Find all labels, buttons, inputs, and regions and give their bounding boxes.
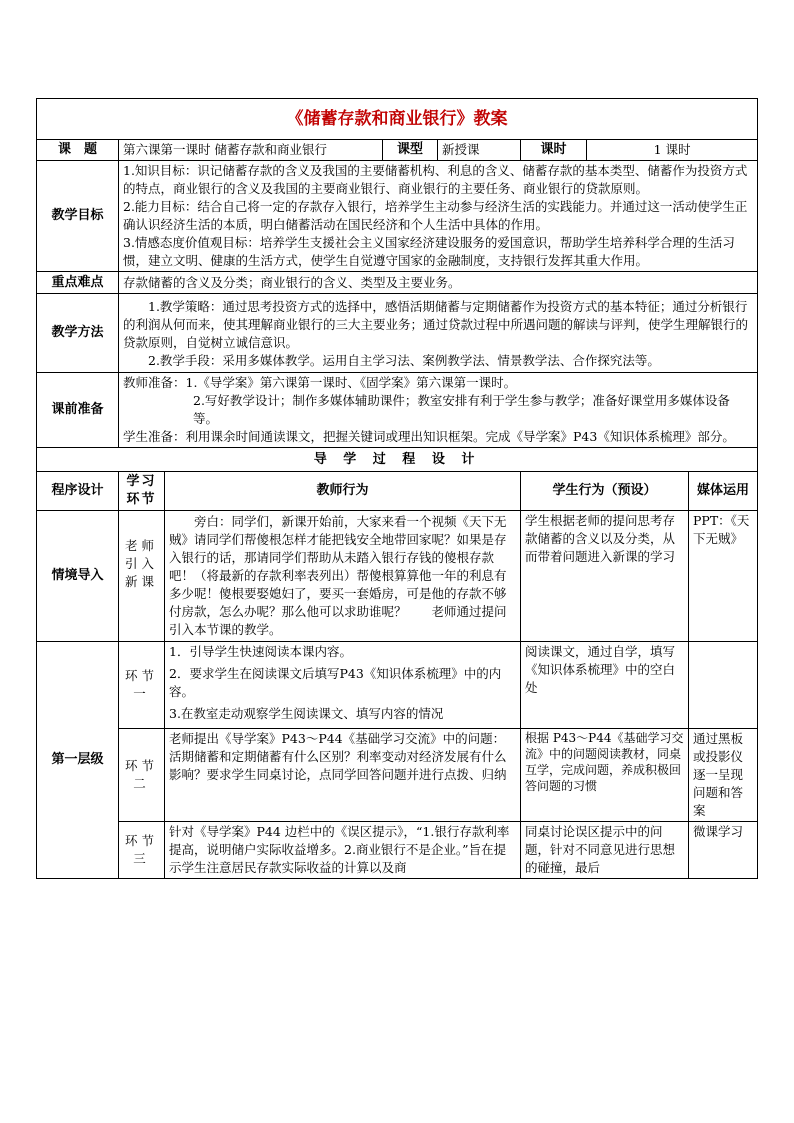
prep-label: 课前准备 [37,373,119,448]
course-hours-label: 课时 [521,140,587,161]
level1-stage-3-student: 同桌讨论误区提示中的问题，针对不同意见进行思想的碰撞，最后 [521,822,689,879]
level1-stage-2-teacher: 老师提出《导学案》P43～P44《基础学习交流》中的问题：活期储蓄和定期储蓄有什么区别？利率变动对经济发展有什么影响？要求学生同桌讨论，点同学回答问题并进行点拨、归纳 [165,729,521,822]
level1-program: 第一层级 [37,642,119,879]
level1-stage-2: 环节二 [119,729,165,822]
header-stage: 学习环节 [119,472,165,511]
level1-stage-2-media: 通过黑板或投影仪逐一呈现问题和答案 [689,729,758,822]
process-section-title: 导 学 过 程 设 计 [37,448,758,472]
document-title: 《储蓄存款和商业银行》教案 [37,99,758,140]
level1-stage-1-student: 阅读课文，通过自学，填写《知识体系梳理》中的空白处 [521,642,689,729]
header-student: 学生行为（预设） [521,472,689,511]
prep-student: 学生准备：利用课余时间通读课文，把握关键词或理出知识框架。完成《导学案》P43《知识体系梳理》部分。 [123,429,735,444]
stage-1-teacher-item: 1．引导学生快速阅读本课内容。 [169,644,352,659]
key-points-text: 存款储蓄的含义及分类；商业银行的含义、类型及主要业务。 [119,272,758,294]
key-points-label: 重点难点 [37,272,119,294]
goals-content [119,161,758,272]
level1-stage-1: 环节一 [119,642,165,729]
course-label: 课 题 [37,140,119,161]
intro-program: 情境导入 [37,511,119,642]
method-means: 2.教学手段：采用多媒体教学。运用自主学习法、案例教学法、情景教学法、合作探究法等。 [148,353,660,368]
goals-label: 教学目标 [37,161,119,272]
intro-teacher: 旁白：同学们，新课开始前，大家来看一个视频《天下无贼》请同学们帮傻根怎样才能把钱安全地带回家呢？如果是存入银行的话，那请同学们帮助从未踏入银行存钱的傻根存款吧！（将最新的存款利率表列出）帮傻根算算他一年的利息有多少呢！傻根要娶媳妇了，要买一套婚房，可是他的存款不够付房款，怎么办呢？那么他可以求助谁呢？ 老师通过提问引入本节课的教学。 [165,511,521,642]
lesson-plan-table [36,98,758,879]
intro-stage: 老师引入新课 [119,511,165,642]
prep-teacher-2: 2.写好教学设计；制作多媒体辅助课件；教室安排有利于学生参与教学；准备好课堂用多媒体设备等。 [193,393,730,426]
prep-content [119,373,758,448]
header-media: 媒体运用 [689,472,758,511]
course-hours-value: 1 课时 [587,140,758,161]
methods-label: 教学方法 [37,294,119,373]
level1-stage-1-media [689,642,758,729]
course-topic: 第六课第一课时 储蓄存款和商业银行 [119,140,383,161]
goal-knowledge: 1.知识目标：识记储蓄存款的含义及我国的主要储蓄机构、利息的含义、储蓄存款的基本类型、储蓄作为投资方式的特点，商业银行的含义及我国的主要商业银行、商业银行的主要任务、商业银行的贷款原则。 [123,163,748,196]
intro-media: PPT：《天下无贼》 [689,511,758,642]
level1-stage-2-student: 根据 P43～P44《基础学习交流》中的问题阅读教材，同桌互学，完成问题，养成积极回答问题的习惯 [521,729,689,822]
level1-stage-1-teacher [165,642,521,729]
level1-stage-3: 环节三 [119,822,165,879]
level1-stage-3-media: 微课学习 [689,822,758,879]
header-teacher: 教师行为 [165,472,521,511]
course-type-label: 课型 [383,140,438,161]
header-program: 程序设计 [37,472,119,511]
course-type-value: 新授课 [438,140,521,161]
goal-ability: 2.能力目标：结合自己将一定的存款存入银行，培养学生主动参与经济生活的实践能力。并通过这一活动使学生正确认识经济生活的本质，明白储蓄活动在国民经济和个人生活中具体的作用。 [123,199,748,232]
intro-student: 学生根据老师的提问思考存款储蓄的含义以及分类，从而带着问题进入新课的学习 [521,511,689,642]
goal-attitude: 3.情感态度价值观目标：培养学生支援社会主义国家经济建设服务的爱国意识，帮助学生培养科学合理的生活习惯，建立文明、健康的生活方式，使学生自觉遵守国家的金融制度，支持银行发挥其重大作用。 [123,235,735,268]
lesson-plan-document [36,98,757,879]
stage-1-teacher-item: 2．要求学生在阅读课文后填写P43《知识体系梳理》中的内容。 [169,666,502,699]
stage-1-teacher-item: 3.在教室走动观察学生阅读课文、填写内容的情况 [169,706,444,721]
prep-teacher-1: 教师准备：1.《导学案》第六课第一课时、《固学案》第六课第一课时。 [123,375,517,390]
methods-content [119,294,758,373]
method-strategy: 1.教学策略：通过思考投资方式的选择中，感悟活期储蓄与定期储蓄作为投资方式的基本特征；通过分析银行的利润从何而来，使其理解商业银行的三大主要业务；通过贷款过程中所遇问题的解读与评判，使学生理解银行的贷款原则，自觉树立诚信意识。 [123,299,749,350]
level1-stage-3-teacher: 针对《导学案》P44 边栏中的《误区提示》，“1.银行存款利率提高，说明储户实际收益增多。2.商业银行不是企业。”旨在提示学生注意居民存款实际收益的计算以及商 [165,822,521,879]
